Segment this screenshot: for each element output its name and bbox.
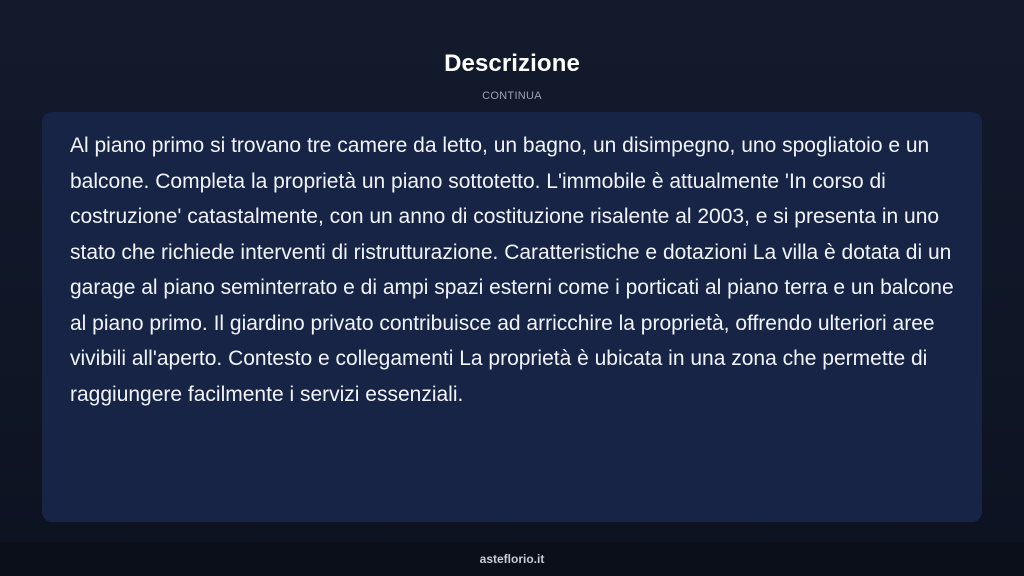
continue-label: CONTINUA: [482, 90, 542, 102]
description-card: [42, 112, 982, 522]
site-name: asteflorio.it: [479, 552, 545, 566]
page-title: Descrizione: [444, 50, 580, 77]
description-text: Al piano primo si trovano tre camere da letto, un bagno, un disimpegno, uno spogliatoio e un balcone. Completa la proprietà un piano sottotetto. L'immobile è attualmente 'In corso di costruzione' catastalmente, con un anno di costituzione risalente al 2003, e si presenta in uno stato che richiede interventi di ristrutturazione. Caratteristiche e dotazioni La villa è dotata di un garage al piano seminterrato e di ampi spazi esterni come i porticati al piano terra e un balcone al piano primo. Il giardino privato contribuisce ad arricchire la proprietà, offrendo ulteriori aree vivibili all'aperto. Contesto e collegamenti La proprietà è ubicata in una zona che permette di raggiungere facilmente i servizi essenziali.: [70, 134, 954, 406]
footer-bar: [0, 542, 1024, 576]
